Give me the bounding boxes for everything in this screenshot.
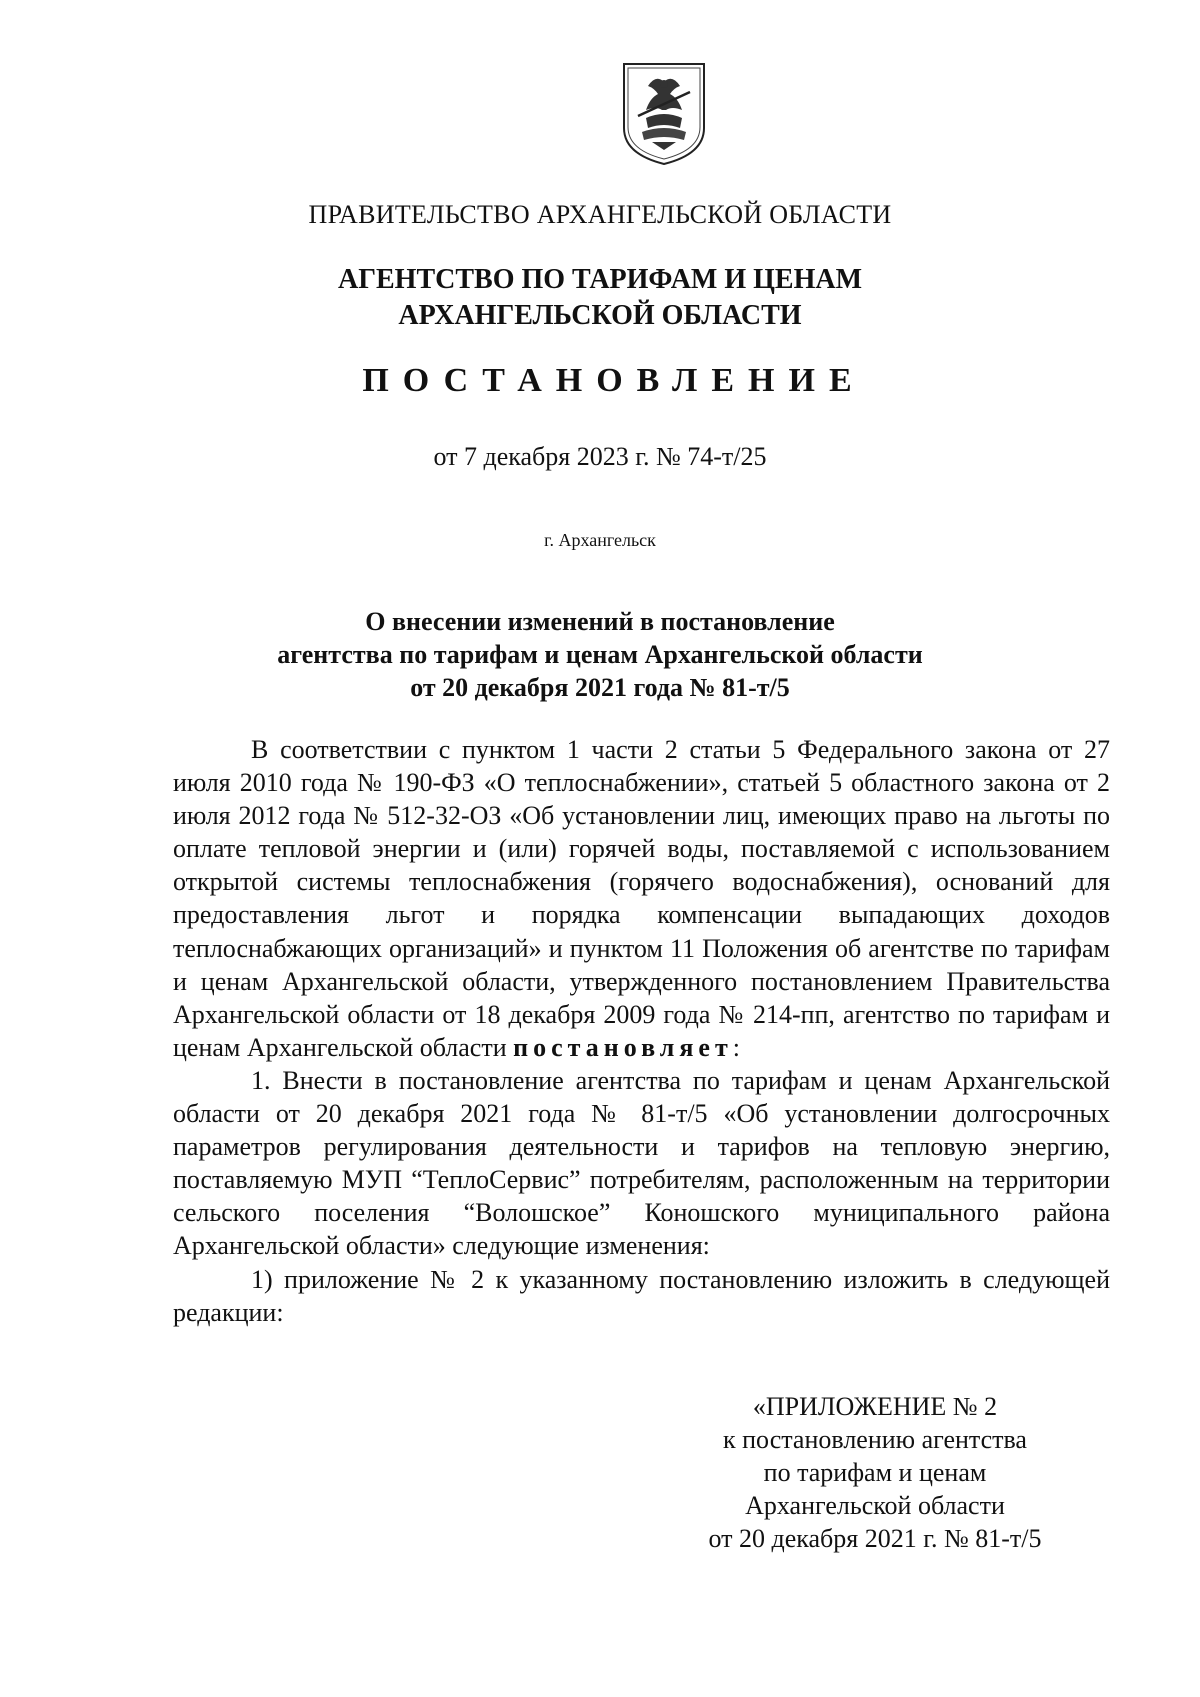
subject-line3: от 20 декабря 2021 года № 81-т/5 <box>410 673 790 702</box>
preamble-paragraph <box>173 733 1110 1064</box>
government-name: ПРАВИТЕЛЬСТВО АРХАНГЕЛЬСКОЙ ОБЛАСТИ <box>308 200 892 229</box>
preamble-text: В соответствии с пунктом 1 части 2 статьи 5 Федерального закона от 27 июля 2010 года № 190-ФЗ «О теплоснабжении», статьей 5 областного закона от 2 июля 2012 года № 512-32-ОЗ «Об установлении лиц, имеющих право на льготы по оплате тепловой энергии и (или) горячей воды, поставляемой с использованием открытой системы теплоснабжения (горячего водоснабжения), оснований для предоставления льгот и порядка компенсации выпадающих доходов теплоснабжающих организаций» и пунктом 11 Положения об агентстве по тарифам и ценам Архангельской области, утвержденного постановлением Правительства Архангельской области от 18 декабря 2009 года № 214-пп, агентство по тарифам и ценам Архангельской области <box>173 735 1110 1062</box>
coat-of-arms-icon <box>618 58 710 170</box>
annex-line3: по тарифам и ценам <box>763 1458 987 1487</box>
document-body <box>173 733 1110 1329</box>
item-1-paragraph: 1. Внести в постановление агентства по тарифам и ценам Архангельской области от 20 декабря 2021 года № 81-т/5 «Об установлении долгосрочных параметров регулирования деятельности и тарифов на тепловую энергию, поставляемую МУП “ТеплоСервис” потребителям, расположенным на территории сельского поселения “Волошское” Коношского муниципального района Архангельской области» следующие изменения: <box>173 1065 1110 1261</box>
subject-line2: агентства по тарифам и ценам Архангельской области <box>277 640 923 669</box>
document-subject <box>0 605 1200 704</box>
document-date-number: от 7 декабря 2023 г. № 74-т/25 <box>433 442 767 471</box>
annex-line2: к постановлению агентства <box>723 1425 1027 1454</box>
agency-name-line1: АГЕНТСТВО ПО ТАРИФАМ И ЦЕНАМ <box>337 264 863 295</box>
annex-line1: «ПРИЛОЖЕНИЕ № 2 <box>752 1392 998 1421</box>
agency-name <box>0 262 1200 334</box>
agency-name-line2: АРХАНГЕЛЬСКОЙ ОБЛАСТИ <box>398 300 802 331</box>
document-city: г. Архангельск <box>544 530 656 550</box>
annex-heading <box>640 1390 1110 1555</box>
resolves-colon: : <box>732 1032 740 1062</box>
document-type: ПОСТАНОВЛЕНИЕ <box>362 362 866 399</box>
subitem-1-paragraph: 1) приложение № 2 к указанному постановлению изложить в следующей редакции: <box>173 1264 1110 1327</box>
resolves-word: постановляет <box>513 1032 733 1062</box>
annex-line4: Архангельской области <box>745 1491 1005 1520</box>
subject-line1: О внесении изменений в постановление <box>365 607 835 636</box>
annex-line5: от 20 декабря 2021 г. № 81-т/5 <box>708 1524 1042 1553</box>
